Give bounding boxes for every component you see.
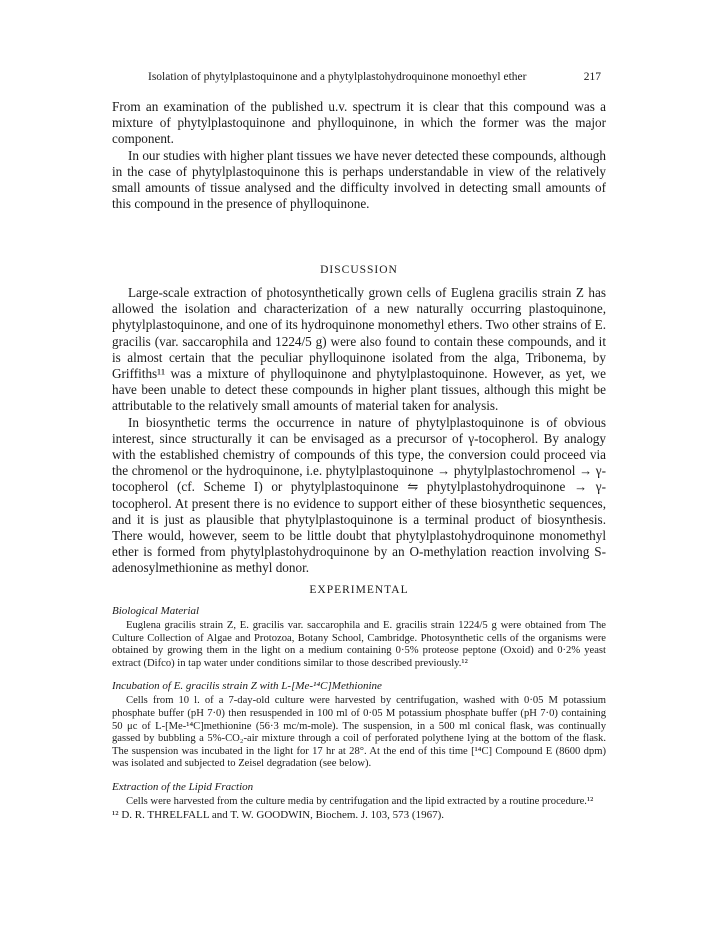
lipid-extraction-subhead: Extraction of the Lipid Fraction (112, 780, 254, 793)
incubation-text: Cells from 10 l. of a 7-day-old culture were harvested by centrifugation, washed with 0·05 M potassium phosphate buffer (pH 7·0) then resuspended in 100 ml of 0·05 M potassium phosphate buffer (pH 7·0) containing 50 μc of L-[Me-¹⁴C]methionine (56·3 mc/m-mole). The suspension, in a 500 ml conical flask, was continually gassed by bubbling a 5%-CO₂-air mixture through a coil of perforated polythene lying at the bottom of the flask. The suspension was incubated in the light for 17 hr at 28°. At the end of this time [¹⁴C] Compound E (8600 dpm) was isolated and subjected to Zeisel degradation (see below). (112, 695, 606, 770)
intro-paragraph-1: From an examination of the published u.v. spectrum it is clear that this compound was a mixture of phytylplastoquinone and phylloquinone, in which the former was the major component. (112, 99, 606, 147)
biological-material-text: Euglena gracilis strain Z, E. gracilis var. saccarophila and E. gracilis strain 1224/5 g were obtained from The Culture Collection of Algae and Protozoa, Botany School, Cambridge. Photosynthetic cells of the organisms were obtained by growing them in the light on a medium containing 0·5% proteose peptone (Oxoid) and 0·2% yeast extract (Difco) in tap water under conditions similar to those described previously.¹² (112, 620, 606, 669)
biological-material-subhead: Biological Material (112, 605, 200, 617)
page-number: 217 (583, 71, 601, 83)
lipid-extraction-block (112, 781, 606, 809)
discussion-paragraph-1: Large-scale extraction of photosynthetically grown cells of Euglena gracilis strain Z has allowed the isolation and characterization of a new naturally occurring plastoquinone, phytylplastoquinone, and one of its hydroquinone monomethyl ethers. Two other strains of E. gracilis (var. saccarophila and 1224/5 g) were also found to contain these compounds, and it is almost certain that the peculiar phylloquinone isolated from the alga, Tribonema, by Griffiths¹¹ was a mixture of phylloquinone and phytylplastoquinone. However, as yet, we have been unable to detect these compounds in higher plant tissues, although this might be attributable to the relatively small amounts of material taken for analysis. (112, 285, 606, 414)
discussion-section (112, 263, 606, 577)
incubation-subhead: Incubation of E. gracilis strain Z with L-[Me-¹⁴C]Methionine (112, 680, 382, 693)
intro-paragraph-2: In our studies with higher plant tissues we have never detected these compounds, although in the case of phytylplastoquinone this is perhaps understandable in view of the relatively small amounts of tissue analysed and the difficulty involved in detecting small amounts of this compound in the presence of phylloquinone. (112, 147, 606, 212)
lipid-extraction-text: Cells were harvested from the culture media by centrifugation and the lipid extracted by a routine procedure.¹² (126, 795, 594, 807)
intro-section (112, 99, 606, 212)
experimental-heading: EXPERIMENTAL (309, 584, 409, 596)
discussion-heading: DISCUSSION (320, 264, 398, 276)
biological-material-block (112, 605, 606, 670)
discussion-paragraph-2: In biosynthetic terms the occurrence in nature of phytylplastoquinone is of obvious interest, since structurally it can be envisaged as a precursor of γ-tocopherol. By analogy with the established chemistry of compounds of this type, the conversion could proceed via the chromenol or the hydroquinone, i.e. phytylplastoquinone → phytylplastochromenol → γ-tocopherol (cf. Scheme I) or phytylplastoquinone ⇋ phytylplastohydroquinone → γ-tocopherol. At present there is no evidence to support either of these biosynthetic sequences, and it is just as plausible that phytylplastoquinone is a terminal product of biosynthesis. There would, however, seem to be little doubt that phytylplastohydroquinone monomethyl ether is formed from phytylplastohydroquinone by an O-methylation reaction involving S-adenosylmethionine as methyl donor. (112, 414, 606, 576)
running-title: Isolation of phytylplastoquinone and a phytylplastohydroquinone monoethyl ether (148, 71, 527, 83)
incubation-block (112, 680, 606, 771)
experimental-section (112, 583, 606, 819)
footnote: ¹² D. R. THRELFALL and T. W. GOODWIN, Biochem. J. 103, 573 (1967). (112, 809, 444, 821)
